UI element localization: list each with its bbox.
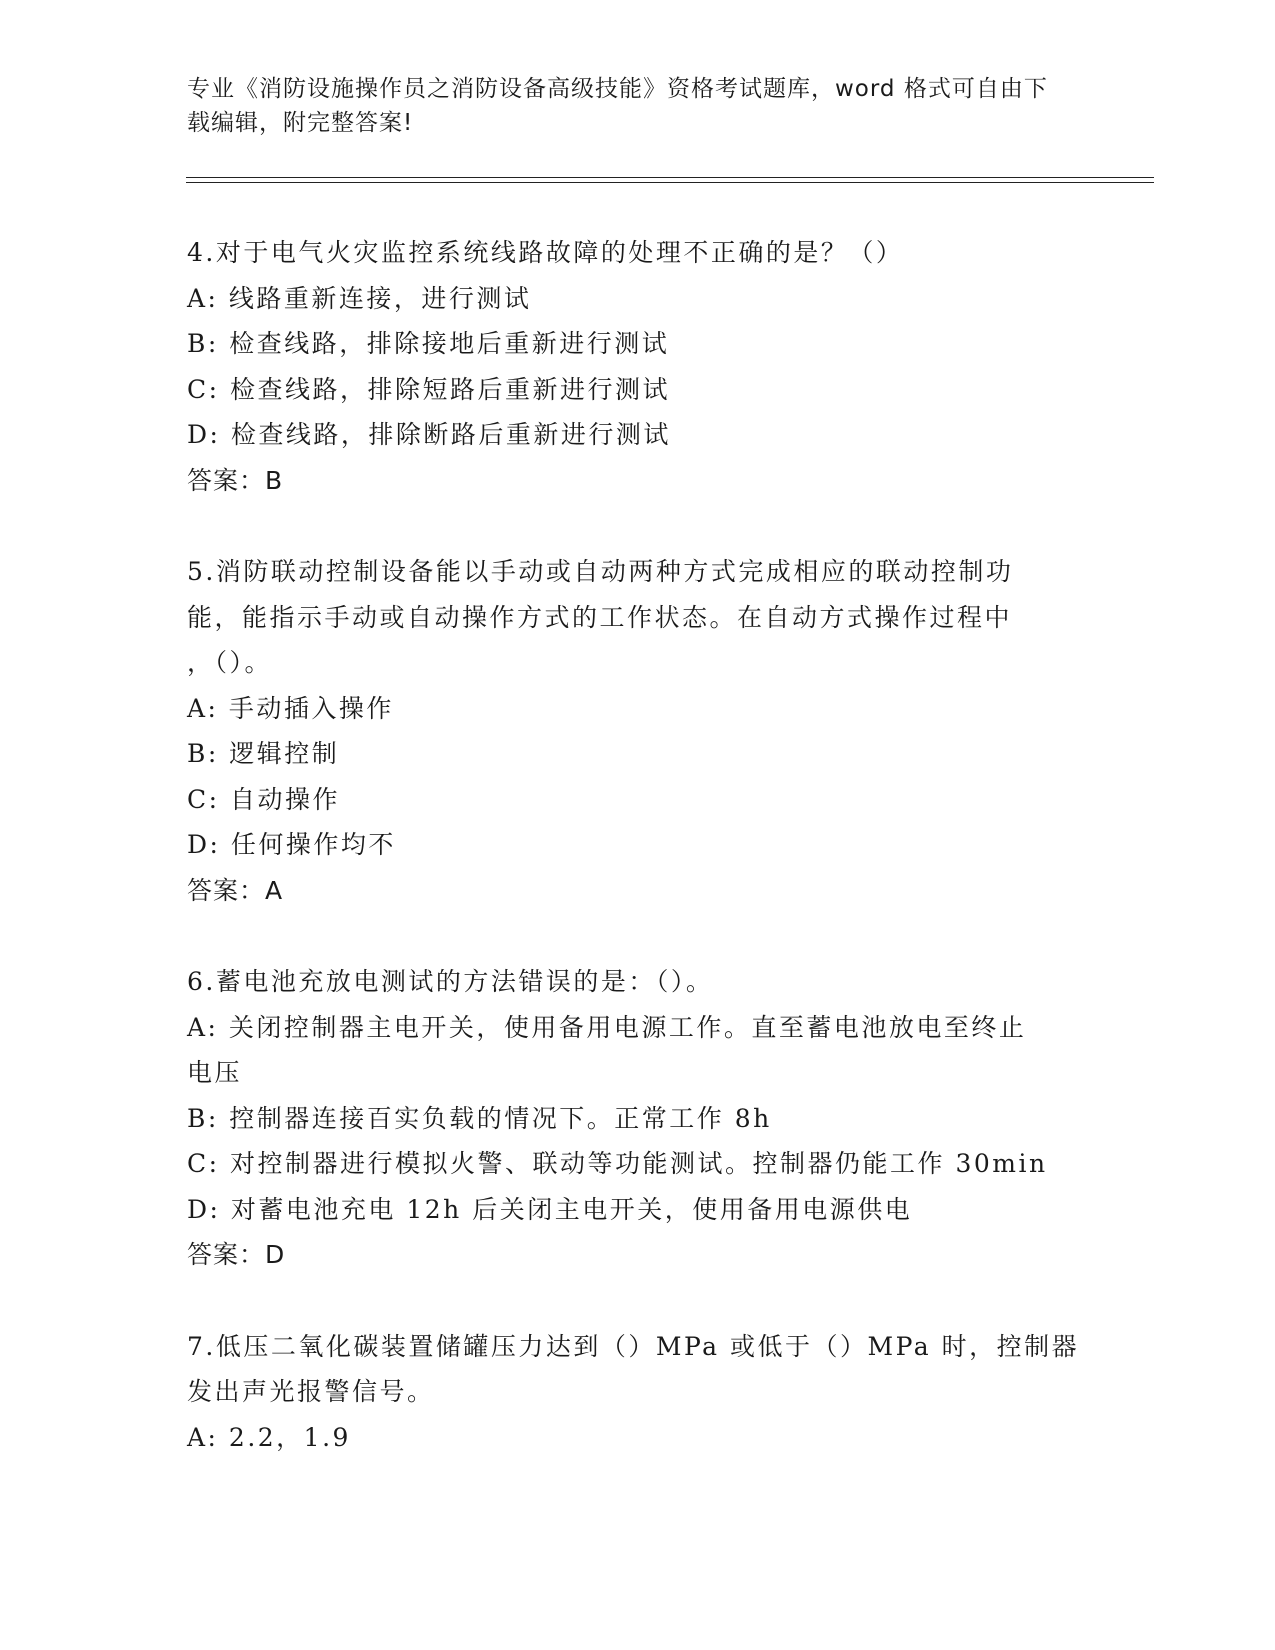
option-c: C: 自动操作 (187, 784, 340, 814)
answer: 答案：A (187, 875, 284, 905)
answer: 答案：D (187, 1240, 286, 1269)
question-stem: 4.对于电气火灾监控系统线路故障的处理不正确的是？（） (187, 238, 904, 267)
header-line-2: 载编辑，附完整答案! (187, 110, 414, 136)
option-b: B: 检查线路，排除接地后重新进行测试 (187, 329, 670, 358)
question-list (187, 230, 1087, 1506)
option-d: D: 任何操作均不 (187, 830, 396, 859)
option-c: C: 对控制器进行模拟火警、联动等功能测试。控制器仍能工作 30min (187, 1149, 1048, 1178)
option-a: A: 线路重新连接，进行测试 (187, 283, 532, 313)
header-divider-bottom (186, 182, 1154, 183)
option-a: A: 手动插入操作 (187, 693, 394, 723)
option-a: A: 关闭控制器主电开关，使用备用电源工作。直至蓄电池放电至终止 (187, 1012, 1027, 1042)
option-d: D: 对蓄电池充电 12h 后关闭主电开关，使用备用电源供电 (187, 1194, 913, 1224)
question-7 (187, 1324, 1087, 1461)
question-stem: 7.低压二氧化碳装置储罐压力达到（）MPa 或低于（）MPa 时，控制器 (187, 1331, 1080, 1361)
option-d: D: 检查线路，排除断路后重新进行测试 (187, 420, 671, 449)
option-a: A: 2.2，1.9 (187, 1422, 351, 1452)
option-a-continued: 电压 (187, 1058, 243, 1087)
question-6 (187, 959, 1087, 1278)
question-stem: 6.蓄电池充放电测试的方法错误的是：（）。 (187, 967, 714, 996)
header-line-1: 专业《消防设施操作员之消防设备高级技能》资格考试题库，word 格式可自由下 (187, 76, 1048, 102)
question-stem: 5.消防联动控制设备能以手动或自动两种方式完成相应的联动控制功 (187, 557, 1014, 586)
question-5 (187, 549, 1087, 913)
option-c: C: 检查线路，排除短路后重新进行测试 (187, 374, 670, 404)
answer: 答案：B (187, 465, 284, 495)
document-header (187, 72, 1067, 140)
question-stem: ，（）。 (187, 648, 273, 677)
header-divider-top (186, 177, 1154, 178)
option-b: B: 逻辑控制 (187, 739, 340, 768)
question-4 (187, 230, 1087, 503)
question-stem: 能，能指示手动或自动操作方式的工作状态。在自动方式操作过程中 (187, 602, 1013, 632)
question-stem: 发出声光报警信号。 (187, 1377, 435, 1406)
option-b: B: 控制器连接百实负载的情况下。正常工作 8h (187, 1103, 772, 1133)
